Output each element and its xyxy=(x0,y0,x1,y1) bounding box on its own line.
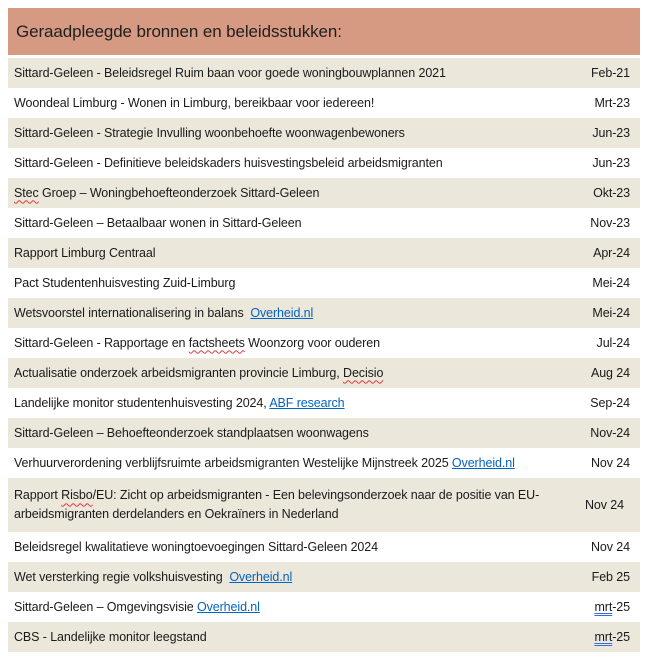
source-text: Nov 24 xyxy=(590,539,630,554)
source-text: Sittard-Geleen - Beleidsregel Ruim baan voor goede woningbouwplannen 2021 xyxy=(14,65,446,80)
source-text: Sittard-Geleen - Rapportage en xyxy=(14,335,189,350)
source-title xyxy=(14,424,580,443)
source-row xyxy=(8,58,640,88)
source-text: /EU: Zicht op arbeidsmigranten - Een belevingsonderzoek naar de positie van EU-arbeidsmigranten derdelanders en Oekraïners in Nederland xyxy=(14,488,540,521)
source-date xyxy=(580,538,630,557)
source-text: Jun-23 xyxy=(592,155,630,170)
source-text: -25 xyxy=(612,599,630,614)
grammar-flagged-word: mrt xyxy=(594,599,613,614)
source-row xyxy=(8,88,640,118)
source-row xyxy=(8,178,640,208)
source-text: Mei-24 xyxy=(592,305,630,320)
source-date xyxy=(580,94,630,113)
source-row xyxy=(8,448,640,478)
source-text: Nov 24 xyxy=(584,497,624,512)
source-text: Nov 24 xyxy=(590,455,630,470)
source-text: Wetsvoorstel internationalisering in balans xyxy=(14,305,251,320)
source-date xyxy=(580,628,630,647)
source-title xyxy=(14,64,580,83)
source-title xyxy=(14,304,580,323)
source-text: Groep – Woningbehoefteonderzoek Sittard-Geleen xyxy=(38,185,320,200)
source-date xyxy=(580,154,630,173)
source-row xyxy=(8,388,640,418)
overheid-nl-link[interactable]: Overheid.nl xyxy=(451,455,515,470)
source-text: Feb 25 xyxy=(591,569,630,584)
source-text: Jun-23 xyxy=(592,125,630,140)
source-title xyxy=(14,274,580,293)
source-title xyxy=(14,598,580,617)
source-text: Feb-21 xyxy=(590,65,630,80)
source-text: Nov-23 xyxy=(590,215,630,230)
source-row xyxy=(8,418,640,448)
source-title xyxy=(14,244,580,263)
source-title xyxy=(14,334,580,353)
misspelled-word: Risbo xyxy=(61,488,93,503)
source-text: Jul-24 xyxy=(596,335,630,350)
source-text: Nov-24 xyxy=(590,425,630,440)
source-date xyxy=(580,274,630,293)
misspelled-word: factsheets xyxy=(188,335,245,350)
source-title xyxy=(14,394,580,413)
source-text: Okt-23 xyxy=(593,185,630,200)
source-text: Actualisatie onderzoek arbeidsmigranten provincie Limburg, xyxy=(14,365,344,380)
source-title xyxy=(14,628,580,647)
source-title xyxy=(14,568,580,587)
source-text: Rapport xyxy=(14,488,62,503)
source-row xyxy=(8,268,640,298)
source-title xyxy=(14,214,580,233)
source-row xyxy=(8,622,640,652)
source-date xyxy=(580,214,630,233)
source-row xyxy=(8,562,640,592)
source-title xyxy=(14,94,580,113)
source-text: Sittard-Geleen – Betaalbaar wonen in Sittard-Geleen xyxy=(14,215,302,230)
page-title: Geraadpleegde bronnen en beleidsstukken: xyxy=(16,21,342,41)
source-date xyxy=(580,64,630,83)
source-text: Landelijke monitor studentenhuisvesting 2024, xyxy=(14,395,270,410)
source-date xyxy=(580,364,630,383)
source-title xyxy=(14,486,574,524)
source-date xyxy=(580,244,630,263)
source-row xyxy=(8,358,640,388)
source-date xyxy=(580,394,630,413)
source-text: Sittard-Geleen – Omgevingsvisie xyxy=(14,599,197,614)
source-text: Mei-24 xyxy=(592,275,630,290)
source-date xyxy=(580,124,630,143)
source-text: Sittard-Geleen – Behoefteonderzoek standplaatsen woonwagens xyxy=(14,425,369,440)
source-text: -25 xyxy=(612,629,630,644)
source-text: Woondeal Limburg - Wonen in Limburg, bereikbaar voor iedereen! xyxy=(14,95,375,110)
source-title xyxy=(14,154,580,173)
source-text: Mrt-23 xyxy=(594,95,630,110)
source-date xyxy=(580,598,630,617)
source-row xyxy=(8,208,640,238)
source-title xyxy=(14,538,580,557)
source-text: Sep-24 xyxy=(590,395,630,410)
source-date xyxy=(580,304,630,323)
source-row xyxy=(8,328,640,358)
source-text: CBS - Landelijke monitor leegstand xyxy=(14,629,207,644)
sources-list xyxy=(8,58,640,652)
source-title xyxy=(14,184,580,203)
source-text: Pact Studentenhuisvesting Zuid-Limburg xyxy=(14,275,236,290)
source-date xyxy=(574,496,624,515)
misspelled-word: Decisio xyxy=(343,365,384,380)
source-row xyxy=(8,298,640,328)
source-text: Sittard-Geleen - Definitieve beleidskaders huisvestingsbeleid arbeidsmigranten xyxy=(14,155,443,170)
grammar-flagged-word: mrt xyxy=(594,629,613,644)
source-text: Woonzorg voor ouderen xyxy=(244,335,380,350)
overheid-nl-link[interactable]: Overheid.nl xyxy=(197,599,260,614)
source-title xyxy=(14,364,580,383)
source-date xyxy=(580,424,630,443)
source-row xyxy=(8,478,640,532)
overheid-nl-link[interactable]: Overheid.nl xyxy=(250,305,314,320)
source-text: Verhuurverordening verblijfsruimte arbeidsmigranten Westelijke Mijnstreek 2025 xyxy=(14,455,452,470)
source-text: Beleidsregel kwalitatieve woningtoevoegingen Sittard-Geleen 2024 xyxy=(14,539,378,554)
source-text: Rapport Limburg Centraal xyxy=(14,245,156,260)
misspelled-word: Stec xyxy=(14,185,39,200)
source-text: Apr-24 xyxy=(593,245,630,260)
source-text: Wet versterking regie volkshuisvesting xyxy=(14,569,230,584)
overheid-nl-link[interactable]: Overheid.nl xyxy=(229,569,293,584)
source-text: Sittard-Geleen - Strategie Invulling woonbehoefte woonwagenbewoners xyxy=(14,125,405,140)
source-title xyxy=(14,454,580,473)
source-date xyxy=(580,568,630,587)
source-text: Aug 24 xyxy=(590,365,630,380)
title-band xyxy=(8,8,640,55)
source-title xyxy=(14,124,580,143)
source-row xyxy=(8,238,640,268)
abf-research-link[interactable]: ABF research xyxy=(269,395,345,410)
source-row xyxy=(8,532,640,562)
source-row xyxy=(8,118,640,148)
source-row xyxy=(8,592,640,622)
source-date xyxy=(580,454,630,473)
source-row xyxy=(8,148,640,178)
source-date xyxy=(580,334,630,353)
source-date xyxy=(580,184,630,203)
